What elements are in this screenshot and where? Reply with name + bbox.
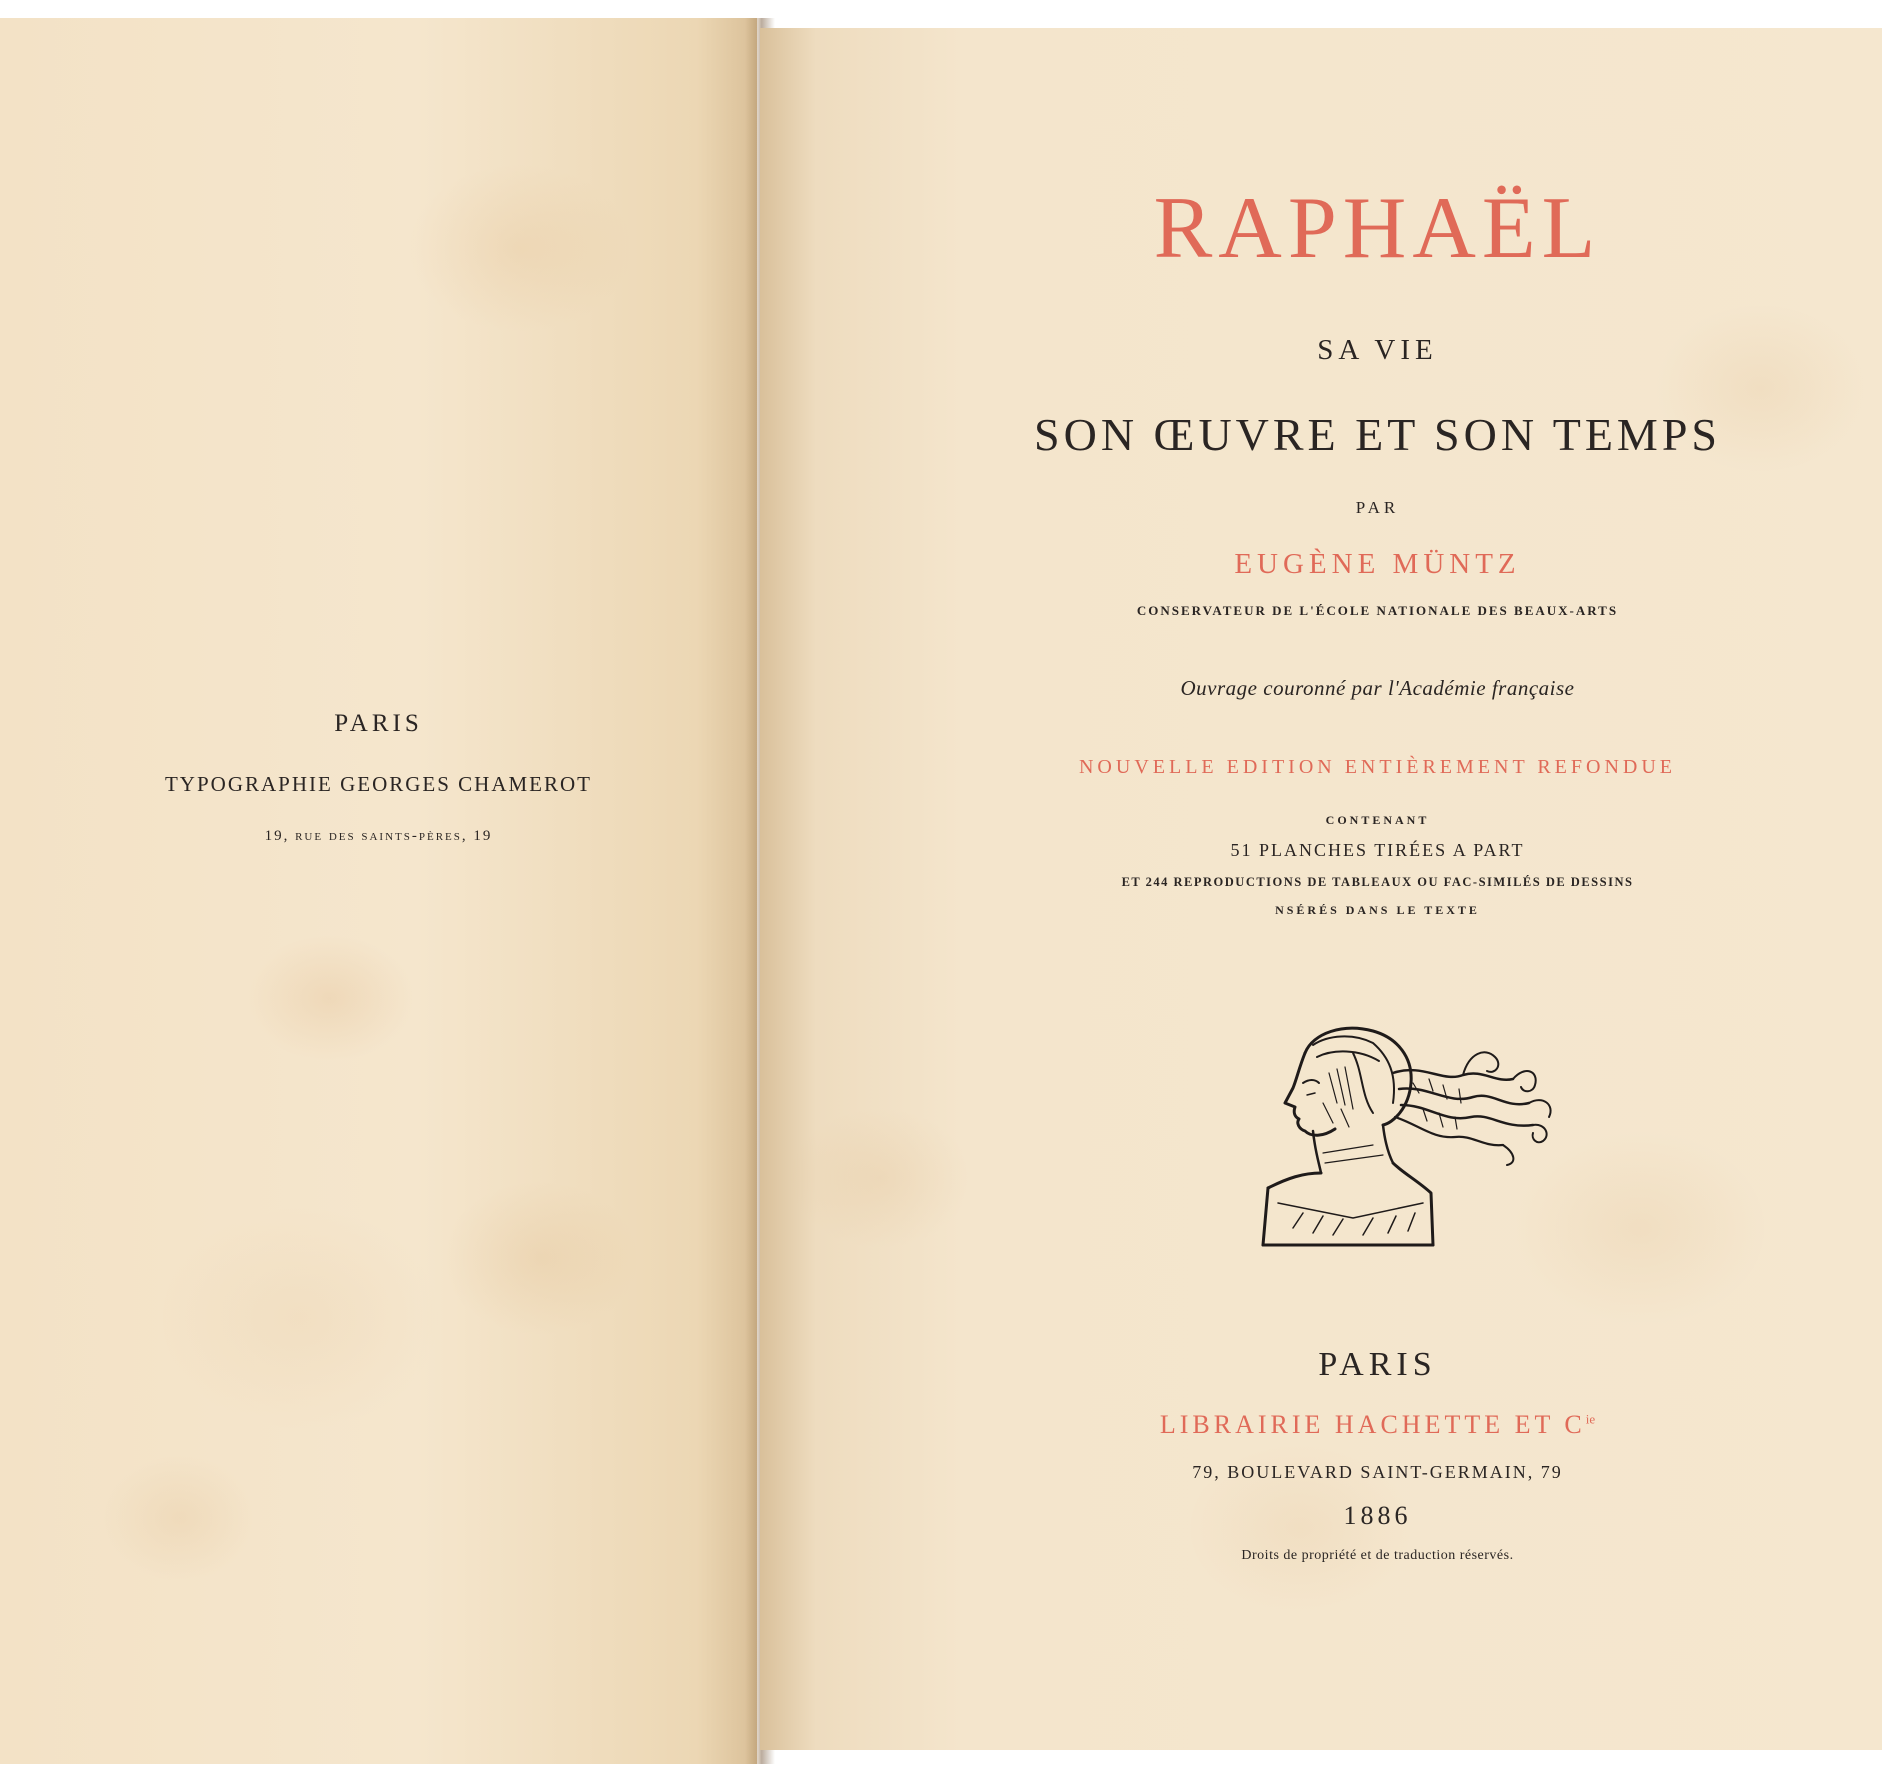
publisher-name-suffix: ie [1585, 1411, 1596, 1427]
printer-address: 19, rue des saints-pères, 19 [264, 828, 493, 844]
inserted-line: NSÉRÉS DANS LE TEXTE [1275, 903, 1480, 917]
by-label: PAR [1355, 498, 1400, 517]
book-title: RAPHAËL [1153, 180, 1602, 277]
award-line: Ouvrage couronné par l'Académie française [1180, 676, 1575, 700]
head-vignette-illustration [1233, 1013, 1563, 1273]
publisher-name-text: LIBRAIRIE HACHETTE ET C [1159, 1410, 1586, 1439]
title-page-content [820, 28, 1882, 1750]
author-name: EUGÈNE MÜNTZ [1234, 548, 1521, 580]
author-title: CONSERVATEUR DE L'ÉCOLE NATIONALE DES BEAUX-ARTS [1136, 603, 1619, 618]
plates-line: 51 PLANCHES TIRÉES A PART [1230, 840, 1525, 860]
publisher-city: PARIS [1318, 1346, 1437, 1383]
subtitle-line-1: SA VIE [1317, 334, 1438, 366]
publisher-name [820, 1410, 1882, 1440]
reproductions-line: ET 244 REPRODUCTIONS DE TABLEAUX OU FAC-SIMILÉS DE DESSINS [1121, 875, 1634, 889]
printer-city: PARIS [334, 710, 423, 737]
title-page [760, 28, 1882, 1750]
publication-year: 1886 [1343, 1501, 1412, 1530]
printer-name: TYPOGRAPHIE GEORGES CHAMEROT [164, 772, 593, 796]
left-page [0, 18, 757, 1764]
containing-label: CONTENANT [1325, 813, 1430, 827]
rights-notice: Droits de propriété et de traduction réservés. [1241, 1548, 1514, 1563]
subtitle-line-2: SON ŒUVRE ET SON TEMPS [1034, 409, 1721, 460]
edition-line: NOUVELLE EDITION ENTIÈREMENT REFONDUE [1078, 756, 1676, 778]
publisher-address: 79, BOULEVARD SAINT-GERMAIN, 79 [1192, 1462, 1563, 1482]
